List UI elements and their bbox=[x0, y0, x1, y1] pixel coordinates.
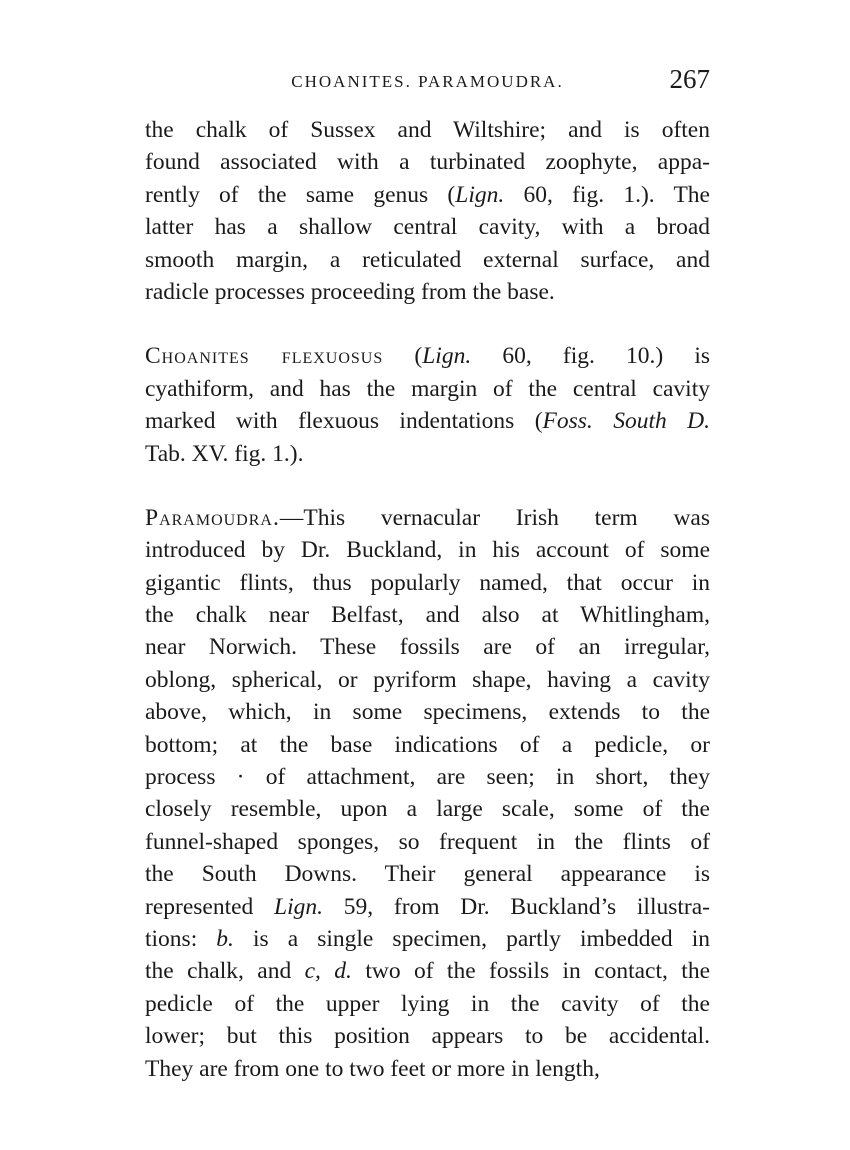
text-line bbox=[145, 826, 710, 858]
running-head bbox=[145, 62, 710, 102]
text-line bbox=[145, 761, 710, 793]
text-line bbox=[145, 373, 710, 405]
text-span: the chalk, and bbox=[145, 958, 305, 985]
paragraph-gap bbox=[145, 470, 710, 502]
text-line bbox=[145, 988, 710, 1020]
text-line bbox=[145, 146, 710, 178]
text-line bbox=[145, 631, 710, 663]
text-span: marked with flexuous indentations ( bbox=[145, 408, 543, 435]
text-span: rently of the same genus ( bbox=[145, 181, 456, 208]
text-span: introduced by Dr. Buckland, in his account of some bbox=[145, 537, 710, 564]
text-line bbox=[145, 1053, 710, 1085]
text-span: represented bbox=[145, 893, 275, 920]
text-span: the chalk near Belfast, and also at Whitlingham, bbox=[145, 602, 710, 629]
text-line bbox=[145, 599, 710, 631]
text-line bbox=[145, 1020, 710, 1052]
text-line bbox=[145, 696, 710, 728]
text-line bbox=[145, 179, 710, 211]
text-span: lower; but this position appears to be accidental. bbox=[145, 1023, 710, 1050]
text-span: tions: bbox=[145, 925, 217, 952]
text-span: cyathiform, and has the margin of the central cavity bbox=[145, 375, 710, 402]
text-line bbox=[145, 244, 710, 276]
page-number: 267 bbox=[669, 64, 710, 94]
text-span: near Norwich. These fossils are of an irregular, bbox=[145, 634, 710, 661]
text-span: process · of attachment, are seen; in short, they bbox=[145, 764, 710, 791]
text-line bbox=[145, 114, 710, 146]
text-line bbox=[145, 405, 710, 437]
body-text bbox=[145, 114, 710, 1085]
text-line bbox=[145, 534, 710, 566]
text-line bbox=[145, 340, 710, 372]
text-span: They are from one to two feet or more in length, bbox=[145, 1055, 600, 1082]
text-span: 60, fig. 10.) is bbox=[471, 343, 710, 370]
text-span: above, which, in some specimens, extends to the bbox=[145, 699, 710, 726]
text-span: Tab. XV. fig. 1.). bbox=[145, 440, 304, 467]
text-line bbox=[145, 211, 710, 243]
text-line bbox=[145, 276, 710, 308]
text-span: funnel-shaped sponges, so frequent in the flints of bbox=[145, 828, 710, 855]
text-span: ( bbox=[383, 343, 423, 370]
text-span: bottom; at the base indications of a pedicle, or bbox=[145, 731, 710, 758]
paragraph bbox=[145, 502, 710, 1085]
paragraph-gap bbox=[145, 308, 710, 340]
text-line bbox=[145, 729, 710, 761]
small-caps-text: Paramoudra. bbox=[145, 504, 280, 531]
text-span: the South Downs. Their general appearance is bbox=[145, 861, 710, 888]
text-span: two of the fossils in contact, the bbox=[351, 958, 710, 985]
small-caps-text: Choanites flexuosus bbox=[145, 343, 384, 370]
text-span: latter has a shallow central cavity, with a broad bbox=[145, 214, 710, 241]
text-span: oblong, spherical, or pyriform shape, having a cavity bbox=[145, 666, 710, 693]
text-line bbox=[145, 438, 710, 470]
text-line bbox=[145, 858, 710, 890]
text-span: smooth margin, a reticulated external surface, and bbox=[145, 246, 710, 273]
text-line bbox=[145, 664, 710, 696]
text-span: pedicle of the upper lying in the cavity of the bbox=[145, 990, 710, 1017]
text-span: radicle processes proceeding from the base. bbox=[145, 278, 555, 305]
text-line bbox=[145, 923, 710, 955]
running-title: CHOANITES. PARAMOUDRA. bbox=[291, 72, 564, 91]
text-line bbox=[145, 567, 710, 599]
italic-text: c, d. bbox=[304, 958, 352, 985]
italic-text: Lign. bbox=[274, 893, 324, 920]
italic-text: Lign. bbox=[422, 343, 472, 370]
text-span: gigantic flints, thus popularly named, that occur in bbox=[145, 569, 710, 596]
paragraph bbox=[145, 114, 710, 308]
text-span: found associated with a turbinated zoophyte, appa- bbox=[145, 149, 710, 176]
text-span: closely resemble, upon a large scale, some of the bbox=[145, 796, 710, 823]
text-line bbox=[145, 891, 710, 923]
text-span: —This vernacular Irish term was bbox=[279, 504, 710, 531]
italic-text: Foss. South D. bbox=[542, 408, 710, 435]
paragraph bbox=[145, 340, 710, 470]
text-line bbox=[145, 502, 710, 534]
text-line bbox=[145, 955, 710, 987]
text-line bbox=[145, 793, 710, 825]
text-span: is a single specimen, partly imbedded in bbox=[233, 925, 710, 952]
text-span: the chalk of Sussex and Wiltshire; and is often bbox=[145, 117, 710, 143]
italic-text: Lign. bbox=[455, 181, 505, 208]
text-span: 59, from Dr. Buckland’s illustra- bbox=[323, 893, 710, 920]
italic-text: b. bbox=[216, 925, 234, 952]
text-span: 60, fig. 1.). The bbox=[504, 181, 710, 208]
